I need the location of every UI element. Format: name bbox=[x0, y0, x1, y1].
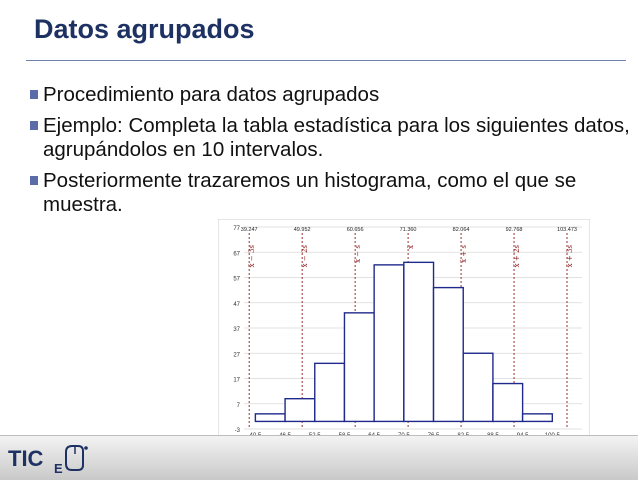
square-bullet-icon bbox=[30, 90, 38, 99]
reference-symbol-label: x̄ − 2s bbox=[301, 245, 310, 268]
histogram-bar bbox=[434, 288, 464, 422]
reference-value-label: 49.952 bbox=[293, 227, 311, 233]
reference-value-label: 71.360 bbox=[399, 227, 417, 233]
histogram-bar bbox=[255, 414, 285, 422]
bullet-item bbox=[30, 83, 630, 107]
reference-symbol-label: x̄ − 3s bbox=[248, 245, 257, 268]
reference-value-label: 60.656 bbox=[346, 227, 364, 233]
y-tick-label: 57 bbox=[233, 276, 240, 283]
y-tick-label: -3 bbox=[234, 428, 240, 434]
histogram-bar bbox=[523, 414, 553, 422]
y-tick-label: 7 bbox=[236, 402, 240, 409]
bullet-list bbox=[30, 83, 630, 224]
histogram-bar bbox=[404, 262, 434, 421]
reference-symbol-label: x̄ − s bbox=[354, 245, 363, 263]
histogram-bar bbox=[374, 265, 404, 422]
tice-logo bbox=[6, 442, 90, 476]
bullet-item bbox=[30, 114, 630, 162]
reference-symbol-label: x̄ + s bbox=[460, 245, 469, 263]
bullet-text: Posteriormente trazaremos un histograma, como el que se muestra. bbox=[43, 169, 577, 216]
reference-value-label: 92.768 bbox=[505, 227, 523, 233]
y-tick-label: 37 bbox=[233, 327, 240, 333]
histogram-bar bbox=[493, 384, 523, 422]
y-tick-label: 27 bbox=[233, 352, 240, 359]
histogram-chart bbox=[218, 219, 590, 441]
y-tick-label: 17 bbox=[233, 377, 240, 384]
reference-value-label: 103.473 bbox=[557, 227, 577, 233]
logo-text: TIC bbox=[8, 446, 44, 471]
y-tick-label: 67 bbox=[233, 251, 240, 258]
square-bullet-icon bbox=[30, 121, 38, 130]
reference-value-label: 39.247 bbox=[240, 227, 258, 233]
y-tick-label: 77 bbox=[233, 226, 240, 232]
bullet-text: Procedimiento para datos agrupados bbox=[43, 83, 380, 106]
y-tick-label: 47 bbox=[233, 301, 240, 308]
histogram-bar bbox=[344, 313, 374, 422]
footer-bar bbox=[0, 435, 638, 480]
histogram-bar bbox=[285, 399, 315, 422]
histogram-bar bbox=[315, 363, 345, 421]
square-bullet-icon bbox=[30, 176, 38, 185]
reference-symbol-label: x̄ bbox=[407, 245, 416, 249]
reference-symbol-label: x̄ + 3s bbox=[566, 245, 575, 268]
logo-dot-icon bbox=[84, 446, 88, 450]
reference-symbol-label: x̄ + 2s bbox=[513, 245, 522, 268]
logo-subscript: E bbox=[54, 461, 63, 476]
bullet-item bbox=[30, 169, 628, 217]
reference-value-label: 82.064 bbox=[452, 227, 470, 233]
title-divider bbox=[26, 60, 626, 61]
histogram-bar bbox=[463, 353, 493, 421]
bullet-text: Ejemplo: Completa la tabla estadística para los siguientes datos, agrupándolos en 10 intervalos. bbox=[43, 114, 630, 161]
slide-title: Datos agrupados bbox=[34, 14, 255, 44]
